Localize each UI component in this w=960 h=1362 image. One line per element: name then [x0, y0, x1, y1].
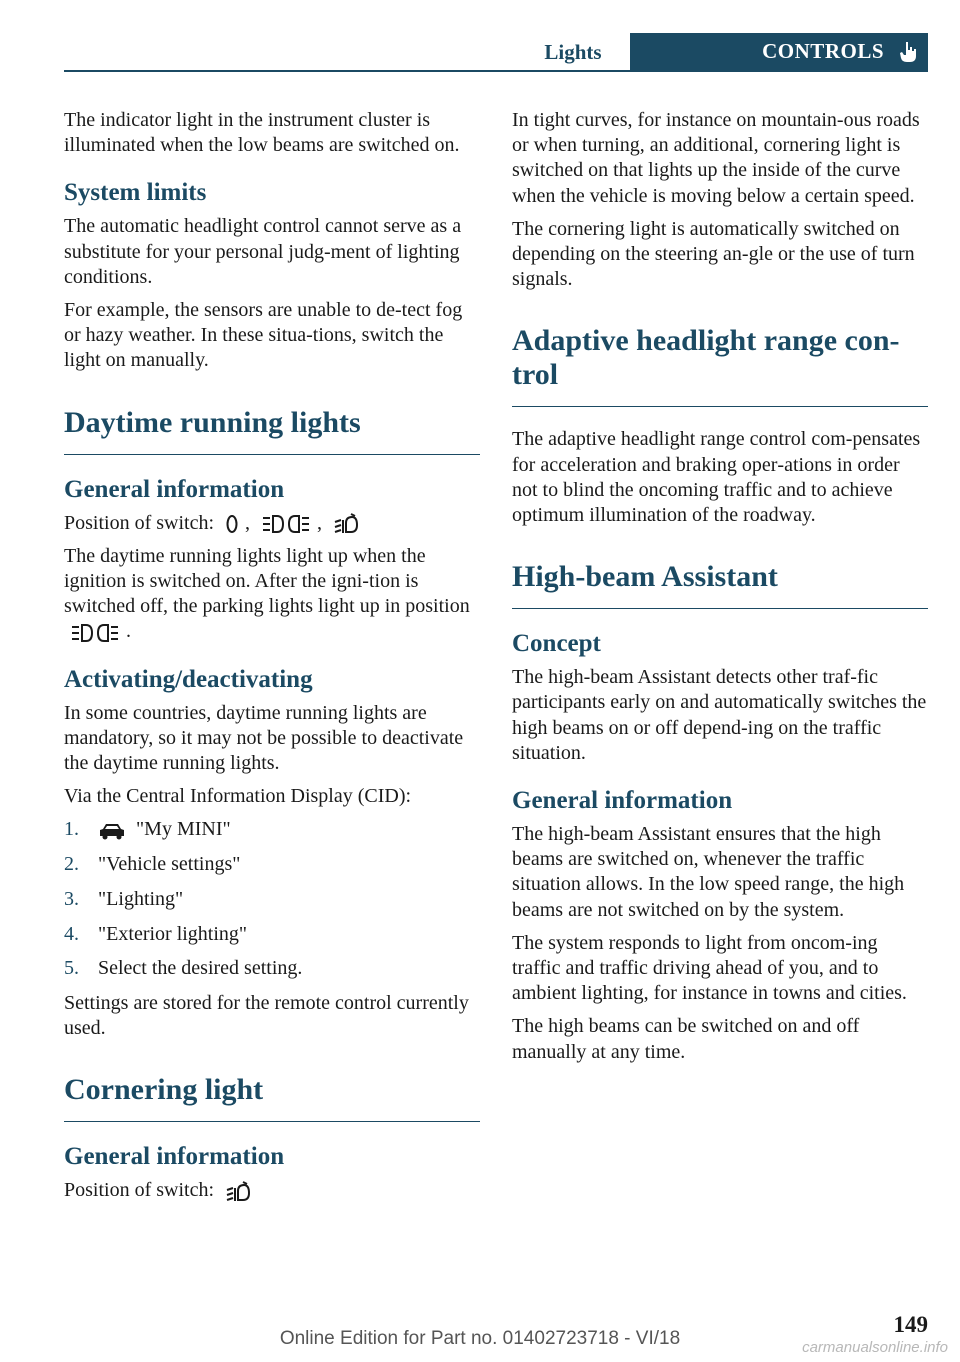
step-text: "Vehicle settings": [98, 853, 241, 876]
paragraph-limits-1: The automatic headlight control cannot serve as a substitute for your personal judg‐ment of lighting conditions.: [64, 215, 462, 288]
paragraph-highbeam-2: The system responds to light from oncom‐ing traffic and traffic driving ahead of you, and to ambient lighting, for instance in towns and cities.: [512, 931, 907, 1005]
left-column: [64, 108, 480, 1212]
heading-high-beam-assistant: High-beam Assistant: [512, 560, 928, 609]
step-number: 1.: [64, 818, 79, 841]
paragraph-highbeam-3: The high beams can be switched on and off manually at any time.: [512, 1015, 860, 1063]
paragraph-via-cid: Via the Central Information Display (CID):: [64, 785, 412, 808]
paragraph-indicator: The indicator light in the instrument cluster is illuminated when the low beams are switched on.: [64, 109, 460, 157]
list-item: [64, 956, 480, 981]
parking-lights-icon: [261, 513, 311, 535]
heading-activating-deactivating: Activating/deactivating: [64, 665, 313, 693]
paragraph-curves: In tight curves, for instance on mountain‐ous roads or when turning, an additional, cornering light is switched on that lights up the inside of the curve when the vehicle is moving below a certain speed.: [512, 109, 920, 207]
paragraph-highbeam-1: The high-beam Assistant ensures that the high beams are switched on, whenever the traffic situation allows. In the low speed range, the high beams are not switched on by the system.: [512, 823, 905, 921]
steps-list: [64, 817, 480, 981]
switch-position-label: Position of switch:: [64, 1179, 215, 1202]
footer-edition: Online Edition for Part no. 01402723718 - VI/18: [279, 1328, 681, 1349]
step-label: "My MINI": [136, 818, 231, 841]
list-item: [64, 852, 480, 877]
car-icon: [98, 822, 126, 840]
heading-general-information-daytime: General information: [64, 475, 285, 503]
heading-daytime-running-lights: Daytime running lights: [64, 406, 480, 455]
heading-general-information-highbeam: General information: [512, 787, 733, 815]
heading-adaptive-headlight: Adaptive headlight range con‐trol: [512, 324, 928, 407]
period: .: [126, 620, 131, 643]
paragraph-limits-2: For example, the sensors are unable to de‐tect fog or hazy weather. In these situa‐tions, switch the light on manually.: [64, 299, 463, 372]
step-text: "Exterior lighting": [98, 922, 248, 945]
heading-general-information-cornering: General information: [64, 1143, 285, 1171]
step-text: Select the desired setting.: [98, 957, 303, 980]
heading-cornering-light: Cornering light: [64, 1073, 480, 1122]
automatic-headlight-icon: [225, 1181, 251, 1203]
comma-separator: ,: [245, 511, 251, 534]
switch-position-label: Position of switch:: [64, 511, 215, 534]
parking-lights-icon: [70, 622, 120, 644]
paragraph-cornering-auto: The cornering light is automatically switched on depending on the steering an‐gle or the use of turn signals.: [512, 217, 915, 291]
paragraph-switch-position: [64, 511, 480, 536]
step-number: 3.: [64, 887, 79, 910]
page-number: 149: [893, 1312, 928, 1337]
heading-system-limits: System limits: [64, 179, 207, 207]
step-number: 4.: [64, 922, 79, 945]
list-item: [64, 922, 480, 947]
hand-pointer-icon: [898, 41, 918, 63]
step-number: 5.: [64, 957, 79, 980]
paragraph-switch-position-2: [64, 1178, 480, 1203]
step-number: 2.: [64, 853, 79, 876]
list-item: [64, 817, 480, 842]
header-section-title: Lights: [544, 40, 602, 64]
step-text: [98, 817, 231, 842]
paragraph-settings: Settings are stored for the remote control currently used.: [64, 991, 469, 1040]
switch-off-icon: [225, 513, 239, 535]
list-item: [64, 887, 480, 912]
paragraph-activating: In some countries, daytime running lights are mandatory, so it may not be possible to deactivate the daytime running lights.: [64, 701, 464, 775]
paragraph-concept: The high-beam Assistant detects other traf‐fic participants early on and automatically switches the high beams on or off depend‐ing on the traffic situation.: [512, 666, 927, 764]
header-rule: [64, 70, 928, 72]
paragraph-daytime-1-text: The daytime running lights light up when the ignition is switched on. After the igni‐tion is switched off, the parking lights light up in position: [64, 544, 470, 618]
paragraph-daytime-1: [64, 544, 480, 645]
right-column: [512, 108, 928, 1073]
step-text: "Lighting": [98, 887, 184, 910]
watermark: carmanualsonline.info: [802, 1339, 948, 1356]
paragraph-adaptive: The adaptive headlight range control com‐pensates for acceleration and braking oper‐ations in order not to blind the oncoming traffic and to achieve optimum illumination of the roadway.: [512, 428, 921, 527]
header-chapter-tab: [630, 33, 928, 70]
automatic-headlight-icon: [333, 513, 359, 535]
header-chapter-title: CONTROLS: [762, 39, 884, 63]
comma-separator: ,: [317, 511, 323, 534]
heading-concept: Concept: [512, 630, 601, 658]
